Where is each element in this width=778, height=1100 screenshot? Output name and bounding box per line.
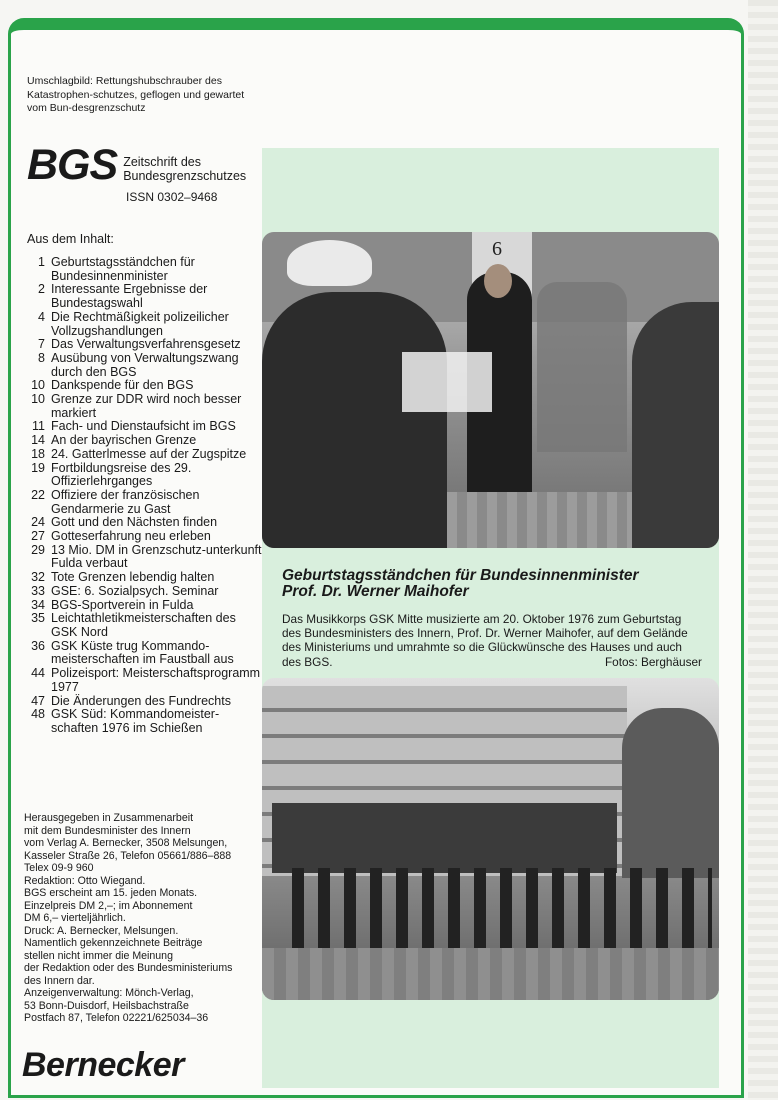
minister-head bbox=[484, 264, 512, 298]
band-formation bbox=[292, 868, 712, 948]
contents-title: Die Änderungen des Fundrechts bbox=[51, 693, 231, 708]
contents-page-number: 44 bbox=[31, 666, 45, 681]
feature-title bbox=[282, 568, 722, 600]
building-entrance bbox=[272, 803, 617, 873]
contents-page-number: 1 bbox=[38, 255, 45, 269]
contents-item bbox=[27, 311, 263, 338]
contents-page-number: 29 bbox=[31, 542, 45, 557]
contents-title: An der bayrischen Grenze bbox=[51, 433, 197, 448]
contents-title: Interessante Ergebnisse der Bundestagswahl bbox=[51, 282, 208, 311]
contents-heading: Aus dem Inhalt: bbox=[27, 232, 114, 246]
contents-page-number: 32 bbox=[31, 570, 45, 585]
masthead bbox=[27, 141, 262, 189]
masthead-subtitle bbox=[123, 155, 246, 183]
contents-page-number: 8 bbox=[38, 350, 45, 365]
imprint-line: Druck: A. Bernecker, Melsungen. bbox=[24, 924, 179, 937]
contents-item bbox=[27, 352, 263, 379]
imprint-line: Namentlich gekennzeichnete Beiträge bbox=[24, 937, 203, 949]
contents-page-number: 4 bbox=[38, 309, 45, 324]
contents-title: Das Verwaltungsverfahrensgesetz bbox=[51, 337, 241, 352]
pavement bbox=[447, 492, 632, 548]
contents-title: Fach- und Dienstaufsicht im BGS bbox=[51, 419, 236, 434]
contents-title: 24. Gatterlmesse auf der Zugspitze bbox=[51, 446, 247, 461]
contents-item bbox=[27, 599, 263, 613]
feature-title-line2: Prof. Dr. Werner Maihofer bbox=[282, 583, 469, 600]
imprint-line: Einzelpreis DM 2,–; im Abonnement bbox=[24, 899, 193, 912]
contents-title: Ausübung von Verwaltungszwang durch den BGS bbox=[51, 350, 239, 379]
contents-item bbox=[27, 256, 263, 283]
contents-page-number: 14 bbox=[31, 433, 45, 448]
guests-group bbox=[537, 282, 627, 452]
contents-item bbox=[27, 434, 263, 448]
contents-page-number: 11 bbox=[32, 419, 45, 434]
imprint-line: des Innern dar. bbox=[24, 974, 95, 987]
feature-title-line1: Geburtstagsständchen für Bundesinnenminister bbox=[282, 567, 639, 584]
imprint-line: Herausgegeben in Zusammenarbeit bbox=[24, 812, 194, 824]
contents-item bbox=[27, 708, 263, 735]
imprint-line: DM 6,– vierteljährlich. bbox=[24, 912, 126, 924]
feature-caption bbox=[282, 612, 702, 669]
contents-title: Grenze zur DDR wird noch besser markiert bbox=[51, 392, 242, 420]
contents-page-number: 35 bbox=[31, 611, 45, 626]
contents-item bbox=[27, 338, 263, 352]
imprint-line: BGS erscheint am 15. jeden Monats. bbox=[24, 887, 198, 899]
contents-item bbox=[27, 612, 263, 639]
contents-title: Die Rechtmäßigkeit polizeilicher Vollzugshandlungen bbox=[51, 309, 229, 338]
contents-title: Leichtathletikmeisterschaften des GSK Nord bbox=[51, 611, 236, 639]
imprint bbox=[24, 812, 259, 1025]
imprint-line: stellen nicht immer die Meinung bbox=[24, 949, 173, 962]
contents-item bbox=[27, 420, 263, 434]
contents-title: GSK Küste trug Kommando-meisterschaften im Faustball aus bbox=[51, 638, 234, 667]
contents-item bbox=[27, 516, 263, 530]
imprint-line: mit dem Bundesminister des Innern bbox=[24, 824, 191, 837]
contents-title: Polizeisport: Meisterschaftsprogramm 1977 bbox=[51, 666, 261, 694]
contents-title: Fortbildungsreise des 29. Offizierlehrganges bbox=[51, 460, 192, 489]
contents-item bbox=[27, 695, 263, 709]
contents-page-number: 34 bbox=[31, 597, 45, 612]
photo-credit: Fotos: Berghäuser bbox=[604, 654, 702, 669]
imprint-line: Telex 09-9 960 bbox=[24, 862, 94, 874]
contents-title: BGS-Sportverein in Fulda bbox=[51, 597, 194, 612]
contents-title: Offiziere der französischen Gendarmerie zu Gast bbox=[51, 487, 200, 516]
masthead-subtitle-line2: Bundesgrenzschutzes bbox=[123, 169, 247, 183]
photo-birthday-serenade bbox=[262, 232, 719, 548]
bernecker-logo: Bernecker bbox=[22, 1046, 184, 1084]
bgs-logo: BGS bbox=[27, 141, 118, 189]
contents-title: Gott und den Nächsten finden bbox=[51, 515, 218, 530]
contents-title: GSE: 6. Sozialpsych. Seminar bbox=[51, 583, 219, 598]
contents-page-number: 27 bbox=[31, 529, 45, 544]
musician-left-cap bbox=[287, 240, 372, 286]
contents-item bbox=[27, 585, 263, 599]
imprint-line: Redaktion: Otto Wiegand. bbox=[24, 874, 146, 887]
musician-left bbox=[262, 292, 447, 548]
issn: ISSN 0302–9468 bbox=[126, 190, 218, 204]
imprint-line: Postfach 87, Telefon 02221/625034–36 bbox=[24, 1012, 209, 1024]
contents-item bbox=[27, 667, 263, 694]
contents-page-number: 33 bbox=[31, 583, 45, 598]
adjacent-page-edge bbox=[748, 0, 778, 1100]
imprint-line: vom Verlag A. Bernecker, 3508 Melsungen, bbox=[24, 837, 228, 849]
plaza-paving bbox=[262, 948, 719, 1000]
contents-item bbox=[27, 448, 263, 462]
contents-page-number: 22 bbox=[31, 487, 45, 502]
contents-page-number: 18 bbox=[31, 446, 45, 461]
contents-page-number: 48 bbox=[31, 707, 45, 722]
contents-title: 13 Mio. DM in Grenzschutz-unterkunft Fulda verbaut bbox=[51, 542, 262, 571]
feature-caption-text: Das Musikkorps GSK Mitte musizierte am 20. Oktober 1976 zum Geburtstag des Bundesministers des Innern, Prof. Dr. Werner Maihofer, auf dem Gelände des Ministeriums und umrahmte so die Glückwünsche des Hauses und auch des BGS. bbox=[282, 612, 688, 669]
contents-item bbox=[27, 283, 263, 310]
contents-page-number: 10 bbox=[31, 392, 45, 407]
contents-list bbox=[27, 256, 263, 736]
photo-ministry-band bbox=[262, 678, 719, 1000]
imprint-line: Anzeigenverwaltung: Mönch-Verlag, bbox=[24, 987, 194, 999]
cover-caption: Umschlagbild: Rettungshubschrauber des Katastrophen-schutzes, geflogen und gewartet vom Bun-desgrenzschutz bbox=[27, 75, 245, 114]
photo-sign-number: 6 bbox=[492, 238, 502, 260]
contents-title: Dankspende für den BGS bbox=[51, 378, 194, 393]
contents-item bbox=[27, 462, 263, 489]
masthead-subtitle-line1: Zeitschrift des bbox=[123, 155, 201, 169]
contents-title: Tote Grenzen lebendig halten bbox=[51, 570, 215, 585]
imprint-line: 53 Bonn-Duisdorf, Heilsbachstraße bbox=[24, 999, 189, 1012]
contents-page-number: 2 bbox=[38, 282, 45, 297]
contents-page-number: 7 bbox=[38, 337, 45, 352]
imprint-line: der Redaktion oder des Bundesministeriums bbox=[24, 962, 233, 974]
contents-item bbox=[27, 393, 263, 420]
contents-item bbox=[27, 544, 263, 571]
contents-title: Gotteserfahrung neu erleben bbox=[51, 529, 211, 544]
imprint-line: Kasseler Straße 26, Telefon 05661/886–888 bbox=[24, 849, 232, 862]
contents-page-number: 10 bbox=[31, 378, 45, 393]
contents-title: Geburtstagsständchen für Bundesinnenminister bbox=[51, 255, 195, 283]
contents-title: GSK Süd: Kommandomeister-schaften 1976 im Schießen bbox=[51, 707, 220, 735]
contents-item bbox=[27, 379, 263, 393]
contents-item bbox=[27, 530, 263, 544]
trees bbox=[622, 708, 719, 878]
contents-item bbox=[27, 489, 263, 516]
contents-page-number: 47 bbox=[31, 693, 45, 708]
music-stand bbox=[402, 352, 492, 412]
cover-caption-block bbox=[27, 75, 262, 116]
contents-item bbox=[27, 640, 263, 667]
contents-page-number: 19 bbox=[31, 460, 45, 475]
musician-right bbox=[632, 302, 719, 548]
contents-page-number: 36 bbox=[31, 638, 45, 653]
contents-item bbox=[27, 571, 263, 585]
contents-page-number: 24 bbox=[31, 515, 45, 530]
